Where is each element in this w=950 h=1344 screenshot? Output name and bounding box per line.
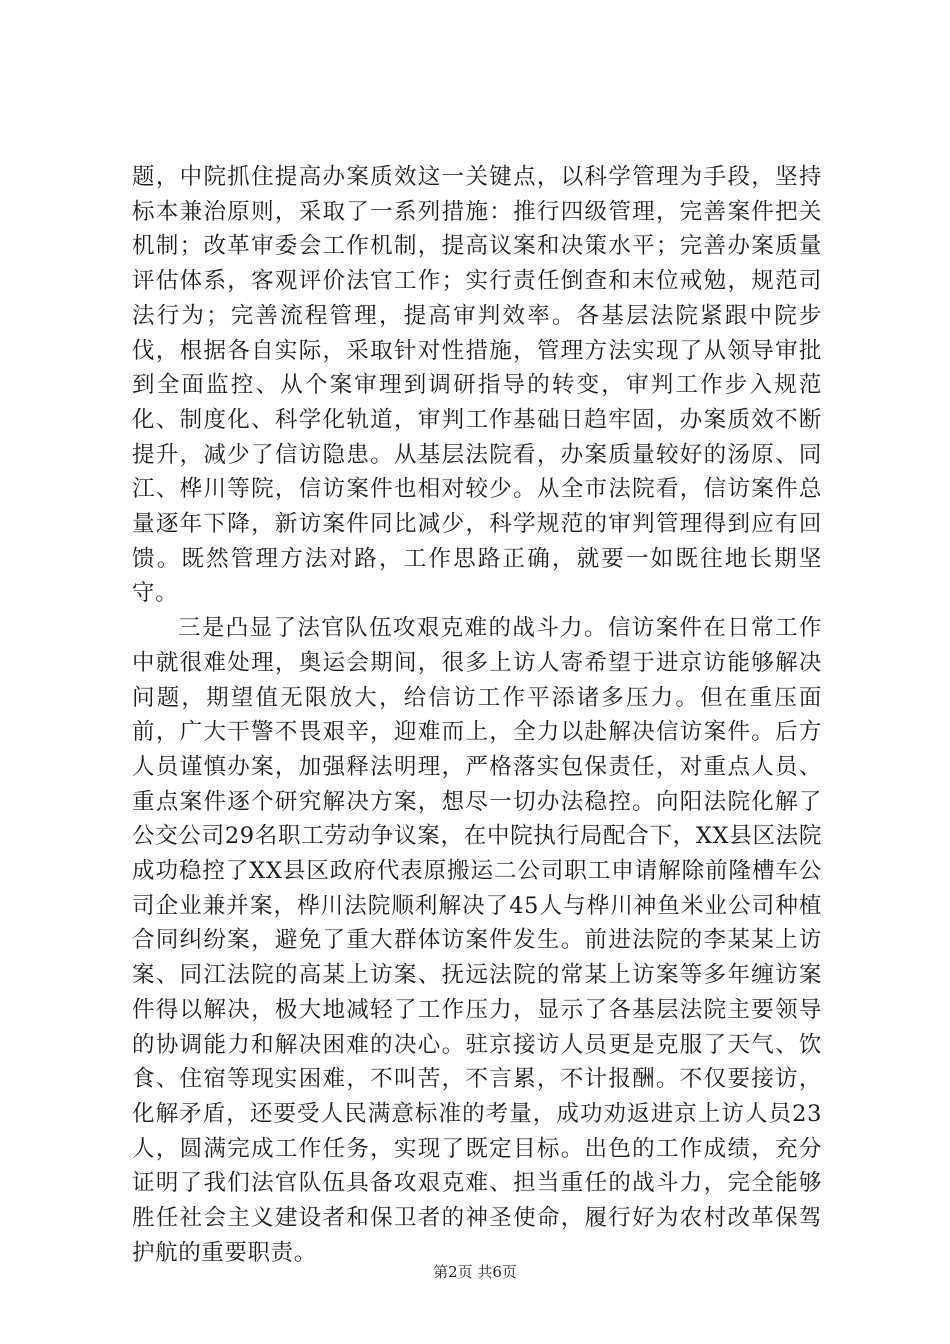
page-footer [0,1262,950,1282]
paragraph-point-three: 三是凸显了法官队伍攻艰克难的战斗力。信访案件在日常工作中就很难处理，奥运会期间，很多上访人寄希望于进京访能够解决问题，期望值无限放大，给信访工作平添诸多压力。但在重压面前，广大干警不畏艰辛，迎难而上，全力以赴解决信访案件。后方人员谨慎办案，加强释法明理，严格落实包保责任，对重点人员、重点案件逐个研究解决方案，想尽一切办法稳控。向阳法院化解了公交公司29名职工劳动争议案，在中院执行局配合下，XX县区法院成功稳控了XX县区政府代表原搬运二公司职工申请解除前隆槽车公司企业兼并案，桦川法院顺利解决了45人与桦川神鱼米业公司种植合同纠纷案，避免了重大群体访案件发生。前进法院的李某某上访案、同江法院的高某上访案、抚远法院的常某上访案等多年缠访案件得以解决，极大地减轻了工作压力，显示了各基层法院主要领导的协调能力和解决困难的决心。驻京接访人员更是克服了天气、饮食、住宿等现实困难，不叫苦，不言累，不计报酬。不仅要接访，化解矛盾，还要受人民满意标准的考量，成功劝返进京上访人员23人，圆满完成工作任务，实现了既定目标。出色的工作成绩，充分证明了我们法官队伍具备攻艰克难、担当重任的战斗力，完全能够胜任社会主义建设者和保卫者的神圣使命，履行好为农村改革保驾护航的重要职责。 [132,615,822,1266]
page-number-label: 第2页 共6页 [433,1263,517,1281]
document-body [132,160,822,1271]
paragraph-continuation: 题，中院抓住提高办案质效这一关键点，以科学管理为手段，坚持标本兼治原则，采取了一系列措施：推行四级管理，完善案件把关机制；改革审委会工作机制，提高议案和决策水平；完善办案质量评估体系，客观评价法官工作；实行责任倒查和末位戒勉，规范司法行为；完善流程管理，提高审判效率。各基层法院紧跟中院步伐，根据各自实际，采取针对性措施，管理方法实现了从领导审批到全面监控、从个案审理到调研指导的转变，审判工作步入规范化、制度化、科学化轨道，审判工作基础日趋牢固，办案质效不断提升，减少了信访隐患。从基层法院看，办案质量较好的汤原、同江、桦川等院，信访案件也相对较少。从全市法院看，信访案件总量逐年下降，新访案件同比减少，科学规范的审判管理得到应有回馈。既然管理方法对路，工作思路正确，就要一如既往地长期坚守。 [132,164,822,607]
